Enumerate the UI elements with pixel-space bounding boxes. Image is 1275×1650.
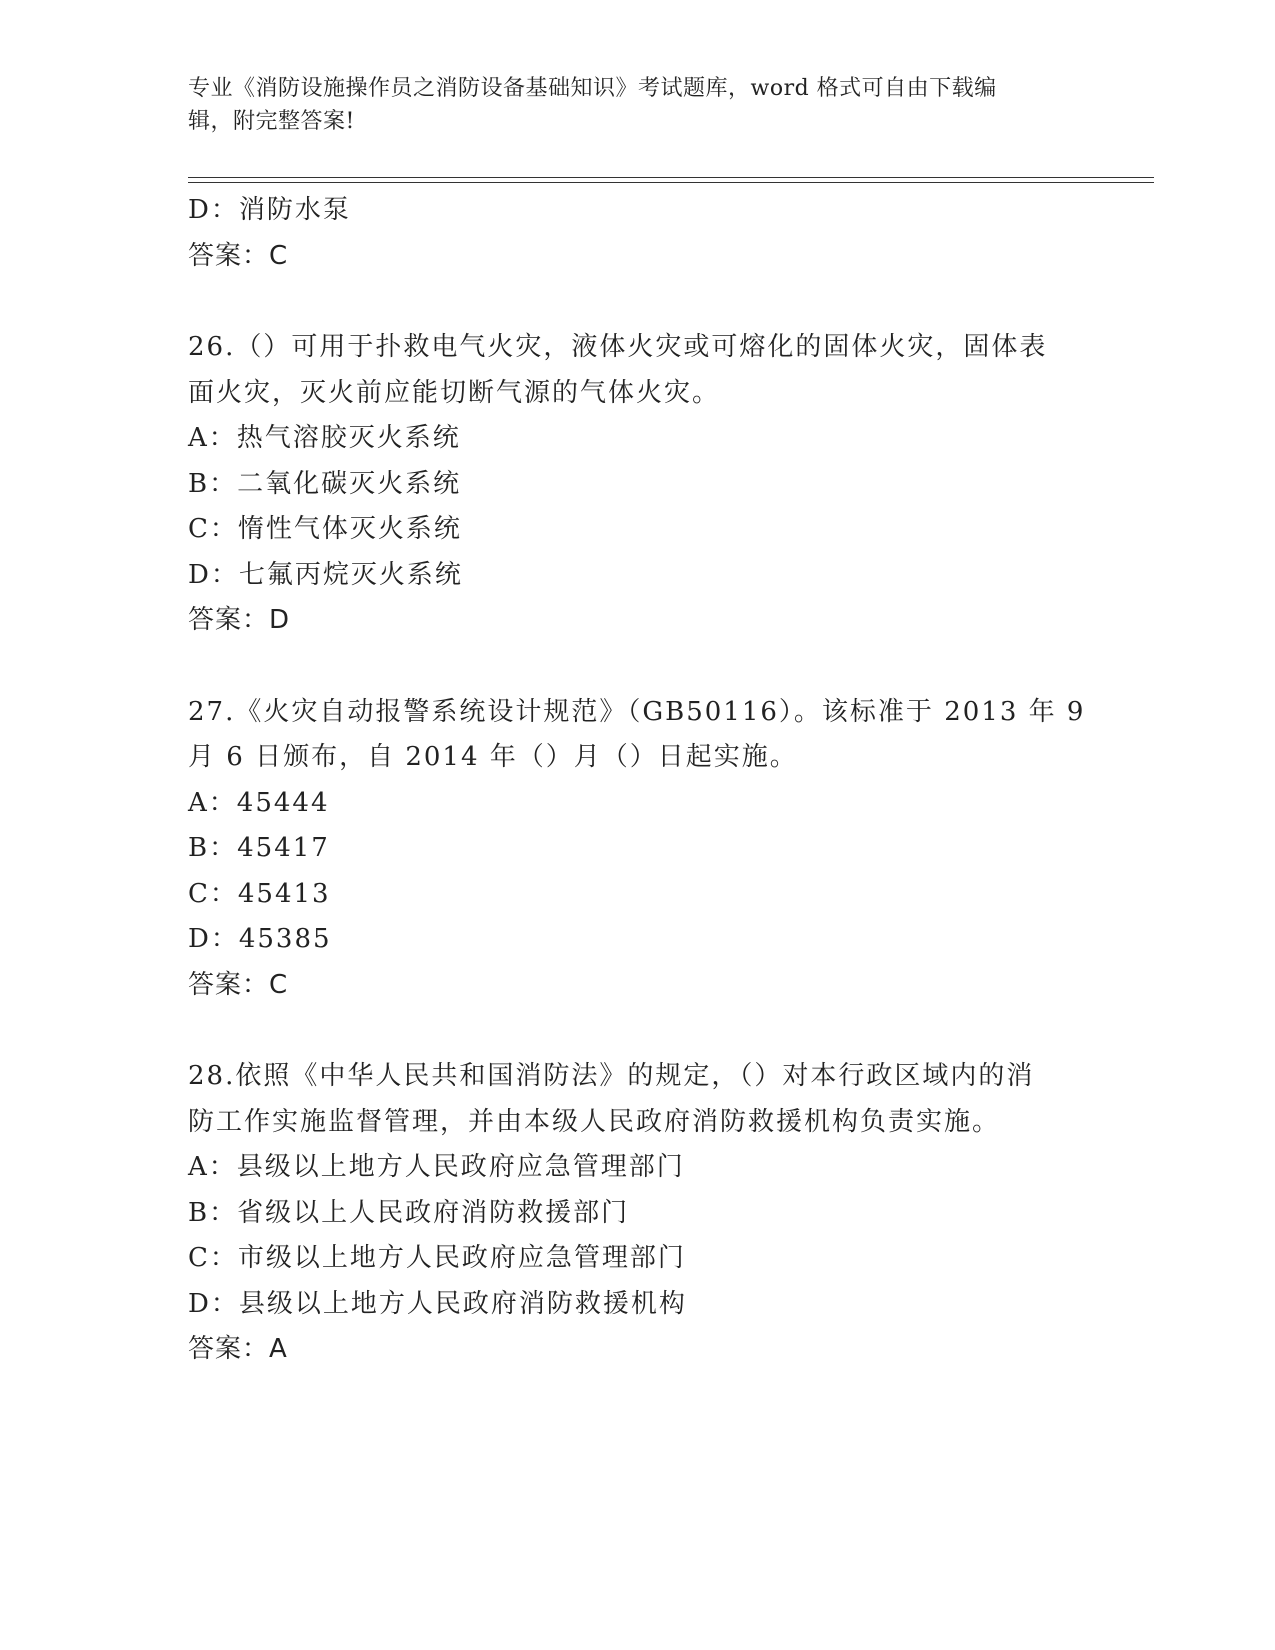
- question-27: [188, 690, 1088, 1009]
- option-d: D：45385: [188, 924, 332, 954]
- question-stem-line: 28.依照《中华人民共和国消防法》的规定，（）对本行政区域内的消: [188, 1061, 1035, 1091]
- document-body: [188, 188, 1088, 1373]
- option-a: A：热气溶胶灭火系统: [188, 423, 461, 453]
- spacer: [188, 1008, 1088, 1054]
- question-stem-line: 26.（）可用于扑救电气火灾，液体火灾或可熔化的固体火灾，固体表: [188, 332, 1048, 362]
- option-b: B：45417: [188, 833, 330, 863]
- option-b: B：二氧化碳灭火系统: [188, 468, 462, 499]
- option-d: D：七氟丙烷灭火系统: [188, 559, 463, 590]
- answer: 答案：A: [188, 1334, 288, 1364]
- option-c: C：市级以上地方人民政府应急管理部门: [188, 1243, 686, 1273]
- question-stem-line: 月 6 日颁布，自 2014 年（）月（）日起实施。: [188, 742, 798, 772]
- option-a: A：45444: [188, 787, 330, 818]
- question-stem-line: 27.《火灾自动报警系统设计规范》（GB50116）。该标准于 2013 年 9: [188, 696, 1086, 727]
- question-stem-line: 面火灾，灭火前应能切断气源的气体火灾。: [188, 377, 721, 408]
- option-d: D：县级以上地方人民政府消防救援机构: [188, 1288, 687, 1319]
- answer: 答案：C: [188, 240, 289, 271]
- header-line-2: 辑，附完整答案!: [188, 109, 355, 134]
- option-c: C：45413: [188, 878, 331, 909]
- previous-question-tail: [188, 188, 1088, 279]
- option-c: C：惰性气体灭火系统: [188, 514, 462, 544]
- answer: 答案：C: [188, 969, 289, 1000]
- header-line-1: 专业《消防设施操作员之消防设备基础知识》考试题库，word 格式可自由下载编: [188, 76, 997, 101]
- header-rule-top: [188, 177, 1154, 178]
- question-stem-line: 防工作实施监督管理，并由本级人民政府消防救援机构负责实施。: [188, 1106, 1001, 1137]
- option-b: B：省级以上人民政府消防救援部门: [188, 1197, 630, 1228]
- document-header: [188, 72, 1068, 138]
- answer: 答案：D: [188, 605, 291, 635]
- spacer: [188, 279, 1088, 325]
- spacer: [188, 644, 1088, 690]
- question-26: [188, 325, 1088, 644]
- option-d: D：消防水泵: [188, 195, 351, 225]
- question-28: [188, 1054, 1088, 1373]
- option-a: A：县级以上地方人民政府应急管理部门: [188, 1152, 685, 1182]
- header-rule-bottom: [188, 182, 1154, 183]
